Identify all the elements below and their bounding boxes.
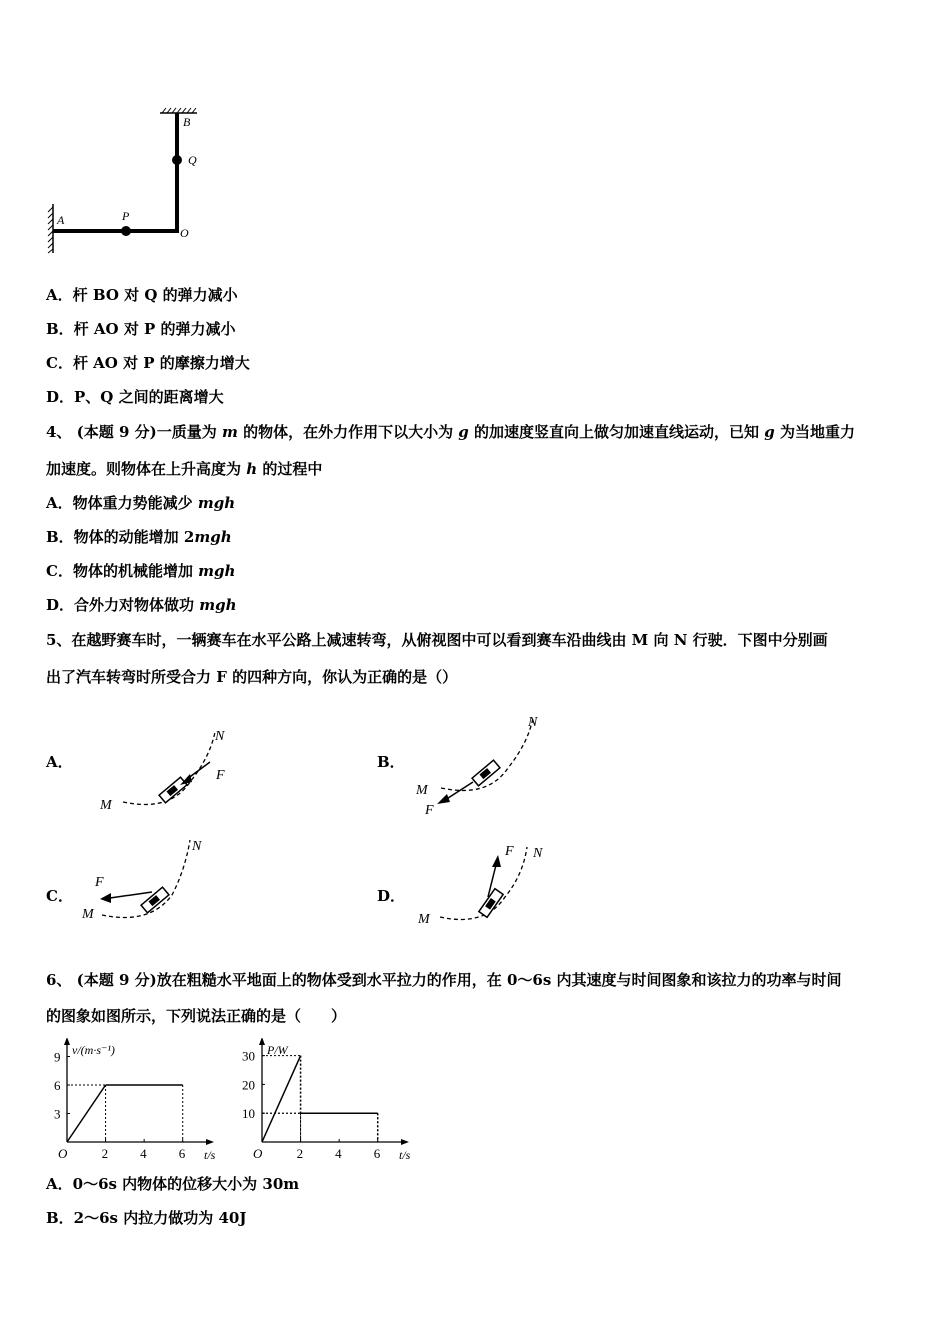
q5-figure-d [415,835,565,930]
q3-option-d: D．P、Q 之间的距离增大 [46,388,224,406]
label-p: P [122,209,130,223]
x-tick-label: 4 [140,1146,147,1161]
y-axis-label: v/(m·s⁻¹) [72,1043,115,1057]
q5-stem-line1: 5、在越野赛车时，一辆赛车在水平公路上减速转弯，从俯视图中可以看到赛车沿曲线由 M 向 N 行驶．下图中分别画 [46,631,828,649]
x-tick-label: 4 [335,1146,342,1161]
q5-label-b: B． [377,753,405,771]
q5c-m: M [82,907,94,922]
x-tick-label: 2 [296,1146,304,1161]
rod-figure [40,100,220,260]
q5-label-d: D． [377,887,406,905]
q5d-f: F [505,844,514,859]
x-axis-label: t/s [399,1148,411,1162]
q5a-f: F [216,768,225,783]
q5-figure-a [95,722,245,817]
q5-label-a: A． [46,753,73,771]
bead-q [172,155,182,165]
x-tick-label: 2 [101,1146,109,1161]
y-tick-label: 10 [242,1106,255,1122]
q6-stem-line1: 6、 (本题 9 分)放在粗糙水平地面上的物体受到水平拉力的作用，在 0～6s 内其速度与时间图象和该拉力的功率与时间 [46,971,842,989]
y-tick-label: 30 [242,1048,255,1064]
y-tick-label: 20 [242,1077,255,1093]
q4-option-b: B．物体的动能增加 2mgh [46,528,232,546]
q3-option-b: B．杆 AO 对 P 的弹力减小 [46,320,236,338]
q5-stem-line2: 出了汽车转弯时所受合力 F 的四种方向，你认为正确的是（） [46,668,458,686]
q5b-n: N [528,715,538,730]
x-axis-arrow [206,1139,214,1145]
q6-option-a: A．0～6s 内物体的位移大小为 30m [46,1175,300,1193]
q5a-m: M [100,798,112,813]
q6-option-b: B．2～6s 内拉力做功为 40J [46,1209,247,1227]
q5-figure-b [413,708,563,818]
q5-label-c: C． [46,887,73,905]
q5d-m: M [418,912,430,927]
x-tick-label: 6 [178,1146,186,1161]
v-t-chart [40,1038,220,1163]
y-tick-label: 9 [54,1049,61,1065]
y-tick-label: 6 [54,1078,61,1093]
label-b: B [183,115,191,129]
label-a: A [57,213,65,227]
q4-option-c: C．物体的机械能增加 mgh [46,562,236,580]
q6-stem-line2: 的图象如图所示，下列说法正确的是（ ） [46,1007,347,1025]
x-tick-label: 6 [373,1146,381,1161]
label-q: Q [188,153,197,167]
q3-option-c: C．杆 AO 对 P 的摩擦力增大 [46,354,250,372]
origin-label: O [58,1146,68,1161]
q5c-n: N [192,839,202,854]
q5-figure-c [80,830,230,930]
y-axis-arrow [64,1038,70,1045]
q5b-f: F [425,803,434,818]
q4-option-d: D．合外力对物体做功 mgh [46,596,237,614]
q4-option-a: A．物体重力势能减少 mgh [46,494,236,512]
y-axis-label: P/W [267,1043,288,1057]
y-axis-arrow [259,1038,265,1045]
q5c-f: F [95,875,104,890]
x-axis-label: t/s [204,1148,216,1162]
y-tick-label: 3 [54,1106,61,1122]
q3-option-a: A．杆 BO 对 Q 的弹力减小 [46,286,238,304]
q5d-n: N [533,846,543,861]
series-segment [67,1085,106,1142]
q5a-n: N [215,729,225,744]
series-segment [262,1056,301,1142]
origin-label: O [253,1146,263,1161]
x-axis-arrow [401,1139,409,1145]
p-t-chart [235,1038,415,1163]
q4-stem-line2: 加速度。则物体在上升高度为 h 的过程中 [46,460,323,478]
bead-p [121,226,131,236]
label-o: O [180,226,189,240]
q4-stem-line1: 4、 (本题 9 分)一质量为 m 的物体，在外力作用下以大小为 g 的加速度竖直向上做匀加速直线运动，已知 g 为当地重力 [46,423,855,441]
q5b-m: M [416,783,428,798]
